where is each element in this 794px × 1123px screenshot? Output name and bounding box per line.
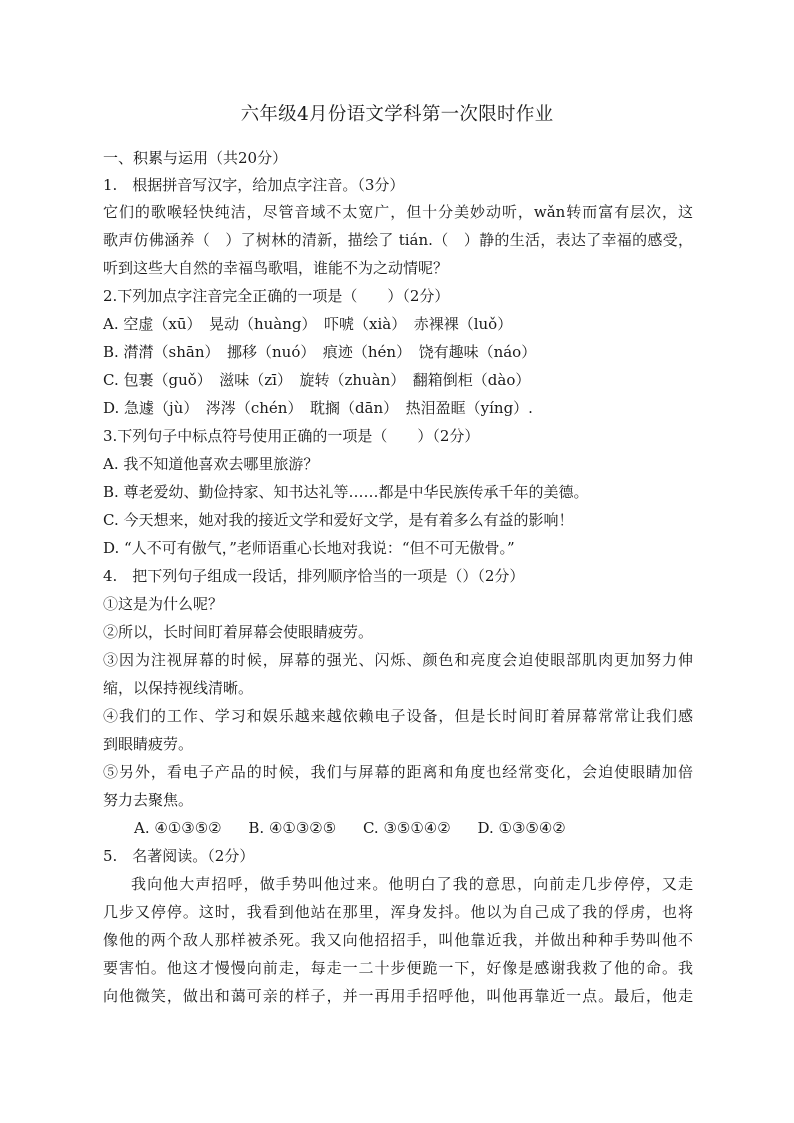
question-5-passage-line: 要害怕。他这才慢慢向前走，每走一二十步便跪一下，好像是感谢我救了他的命。我 [103,959,693,977]
section-heading: 一、积累与运用（共20分） [103,149,288,167]
question-1-text-line: 它们的歌喉轻快纯洁，尽管音域不太宽广，但十分美妙动听，wǎn转而富有层次，这 [103,203,693,221]
question-1-stem: 1. 根据拼音写汉字，给加点字注音。（3分） [103,176,405,194]
question-4-sentence: ④我们的工作、学习和娱乐越来越依赖电子设备，但是长时间盯着屏幕常常让我们感 [103,707,693,725]
question-1-text-line: 歌声仿佛涵养（ ）了树林的清新，描绘了 tián.（ ）静的生活，表达了幸福的感受， [103,231,693,249]
question-4-choice-b: B. ④①③②⑤ [248,819,337,837]
question-4-sentence: ②所以，长时间盯着屏幕会使眼睛疲劳。 [103,623,374,641]
question-3-stem: 3.下列句子中标点符号使用正确的一项是（ ）（2分） [103,427,480,445]
question-2-option-a: A. 空虚（xū） 晃动（huàng） 吓唬（xià） 赤裸裸（luǒ） [103,315,513,333]
question-4-sentence: 缩，以保持视线清晰。 [103,679,254,697]
question-4-sentence: ⑤另外，看电子产品的时候，我们与屏幕的距离和角度也经常变化，会迫使眼睛加倍 [103,763,693,781]
question-4-choice-a: A. ④①③⑤② [134,819,222,837]
question-2-option-b: B. 潸潸（shān） 挪移（nuó） 痕迹（hén） 饶有趣味（náo） [103,343,537,361]
question-4-sentence: 到眼睛疲劳。 [103,735,194,753]
question-4-choices [134,817,588,839]
question-4-sentence: ①这是为什么呢？ [103,595,224,613]
question-1-text-line: 听到这些大自然的幸福鸟歌唱，谁能不为之动情呢？ [103,259,449,277]
question-2-option-c: C. 包裹（guǒ） 滋味（zī） 旋转（zhuàn） 翻箱倒柜（dào） [103,371,531,389]
page-title: 六年级4月份语文学科第一次限时作业 [240,104,554,125]
question-4-stem: 4. 把下列句子组成一段话，排列顺序恰当的一项是（）（2分） [103,567,525,585]
question-5-passage-line: 几步又停停。这时，我看到他站在那里，浑身发抖。他以为自己成了我的俘虏，也将 [103,903,693,921]
question-4-choice-d: D. ①③⑤④② [477,819,566,837]
question-3-option-c: C. 今天想来，她对我的接近文学和爱好文学，是有着多么有益的影响！ [103,511,574,529]
question-4-sentence: 努力去聚焦。 [103,791,194,809]
question-5-passage-line: 向他微笑，做出和蔼可亲的样子，并一再用手招呼他，叫他再靠近一点。最后，他走 [103,987,693,1005]
question-4-choice-c: C. ③⑤①④② [362,819,451,837]
question-5-passage-line: 我向他大声招呼，做手势叫他过来。他明白了我的意思，向前走几步停停，又走 [131,875,693,893]
question-3-option-d: D. “人不可有傲气，”老师语重心长地对我说：“但不可无傲骨。” [103,539,515,557]
question-2-option-d: D. 急遽（jù） 涔涔（chén） 耽搁（dān） 热泪盈眶（yíng）. [103,399,533,417]
question-3-option-b: B. 尊老爱幼、勤俭持家、知书达礼等……都是中华民族传承千年的美德。 [103,483,589,501]
question-4-sentence: ③因为注视屏幕的时候，屏幕的强光、闪烁、颜色和亮度会迫使眼部肌肉更加努力伸 [103,651,693,669]
question-5-passage-line: 像他的两个敌人那样被杀死。我又向他招招手，叫他靠近我，并做出种种手势叫他不 [103,931,693,949]
question-3-option-a: A. 我不知道他喜欢去哪里旅游？ [103,455,319,473]
question-2-stem: 2.下列加点字注音完全正确的一项是（ ）（2分） [103,287,450,305]
question-5-stem: 5. 名著阅读。（2分） [103,847,255,865]
